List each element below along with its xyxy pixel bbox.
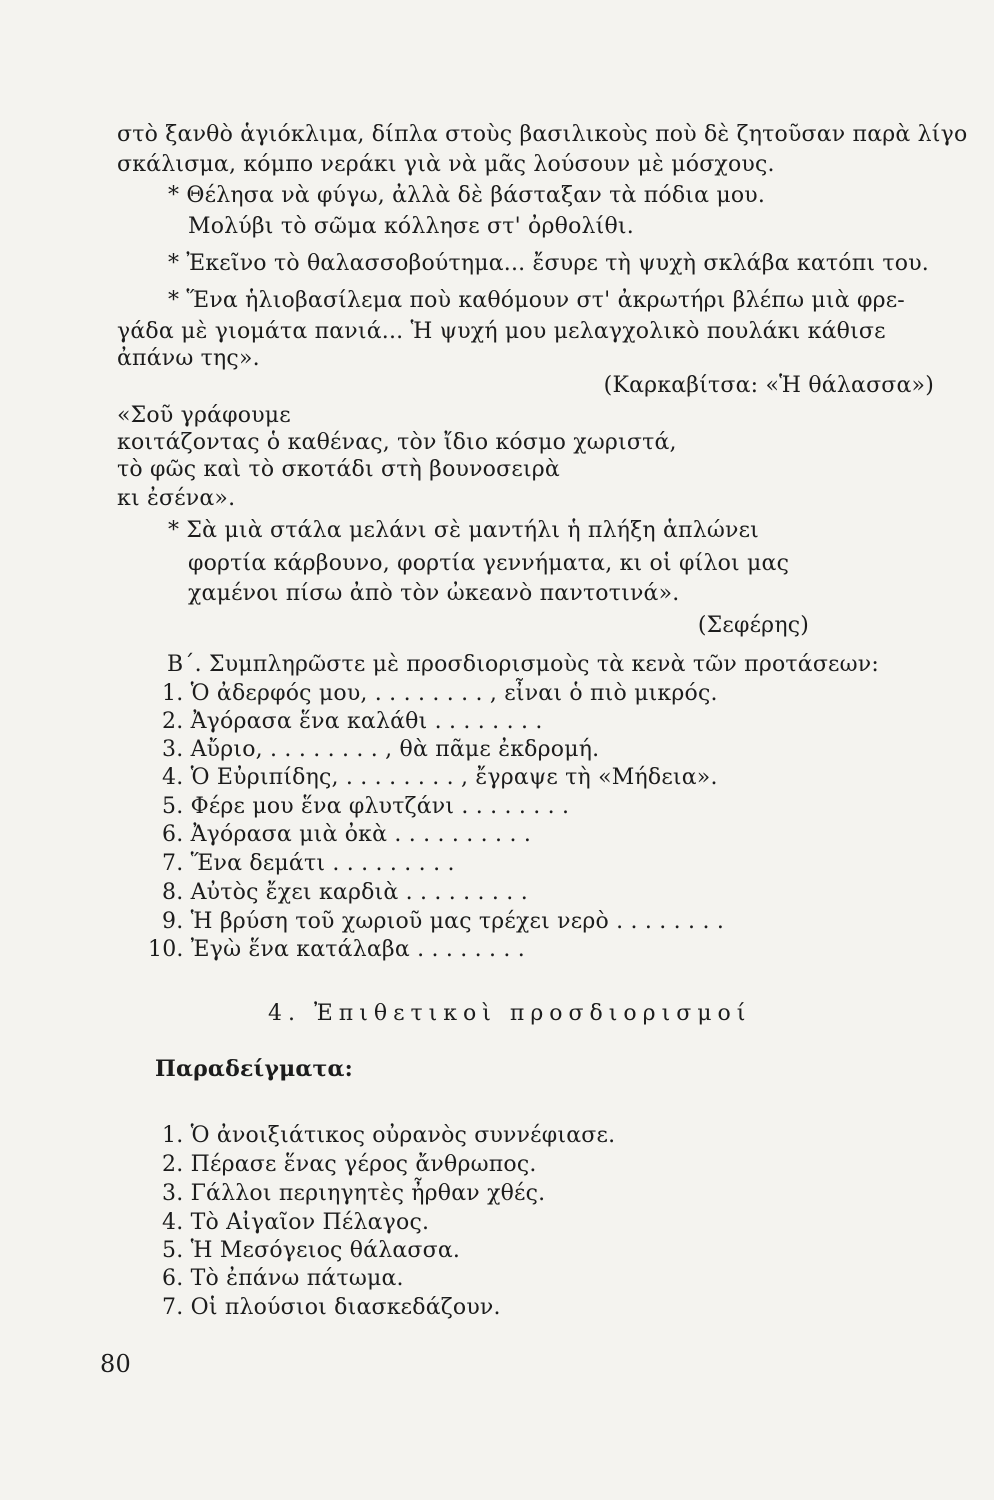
- item-num: 2.: [162, 1152, 184, 1177]
- example-item-5: [162, 1237, 460, 1265]
- item-text: Ὁ ἀνοιξιάτικος οὐρανὸς συννέφιασε.: [190, 1123, 616, 1148]
- item-text: Ὁ Εὐριπίδης, . . . . . . . . , ἔγραψε τὴ «Μήδεια».: [190, 765, 718, 790]
- item-text: Ἀγόρασα μιὰ ὀκὰ . . . . . . . . . .: [190, 822, 532, 847]
- example-item-1: [162, 1122, 615, 1150]
- example-item-3: [162, 1180, 545, 1208]
- item-text: Ἡ Μεσόγειος θάλασσα.: [190, 1238, 461, 1263]
- poem2-line-3: χαμένοι πίσω ἀπὸ τὸν ὠκεανὸ παντοτινά».: [188, 581, 680, 606]
- item-num: 7.: [162, 851, 184, 876]
- exercise-b-item-2: [162, 708, 543, 736]
- source-karkavitsas: (Καρκαβίτσα: «Ἡ θάλασσα»): [603, 373, 934, 398]
- examples-label: Παραδείγματα:: [155, 1056, 353, 1082]
- example-item-2: [162, 1151, 537, 1179]
- item-num: 3.: [162, 1181, 184, 1206]
- prose-line-1: στὸ ξανθὸ ἁγιόκλιμα, δίπλα στοὺς βασιλικοὺς ποὺ δὲ ζητοῦσαν παρὰ λίγο: [117, 122, 968, 147]
- item-text: Αὔριο, . . . . . . . . , θὰ πᾶμε ἐκδρομή.: [190, 737, 600, 762]
- exercise-b-item-10: [148, 936, 525, 964]
- item-num: 1.: [162, 1123, 184, 1148]
- item-num: 10.: [148, 937, 184, 962]
- exercise-b-item-7: [162, 850, 455, 878]
- source-seferis: (Σεφέρης): [697, 613, 809, 638]
- item-text: Ὁ ἀδερφός μου, . . . . . . . . , εἶναι ὁ πιὸ μικρός.: [190, 681, 718, 706]
- section-4-title: 4. Ἐπιθετικοὶ προσδιορισμοί: [268, 1001, 752, 1026]
- exercise-b-heading: Β΄. Συμπληρῶστε μὲ προσδιορισμοὺς τὰ κενὰ τῶν προτάσεων:: [167, 652, 879, 677]
- item-num: 8.: [162, 880, 184, 905]
- item-num: 9.: [162, 909, 184, 934]
- poem2-line-1: * Σὰ μιὰ στάλα μελάνι σὲ μαντήλι ἡ πλήξη ἁπλώνει: [168, 518, 759, 543]
- verse1-line-1: * Θέλησα νὰ φύγω, ἀλλὰ δὲ βάσταξαν τὰ πόδια μου.: [168, 183, 766, 208]
- verse2-line: * Ἐκεῖνο τὸ θαλασσοβούτημα... ἔσυρε τὴ ψυχὴ σκλάβα κατόπι του.: [168, 251, 929, 276]
- poem2-line-2: φορτία κάρβουνο, φορτία γεννήματα, κι οἱ φίλοι μας: [188, 551, 790, 576]
- verse3-line-2: γάδα μὲ γιομάτα πανιά... Ἡ ψυχή μου μελαγχολικὸ πουλάκι κάθισε: [117, 319, 886, 344]
- verse3-line-1: * Ἕνα ἡλιοβασίλεμα ποὺ καθόμουν στ' ἀκρωτήρι βλέπω μιὰ φρε-: [168, 288, 905, 313]
- item-text: Ἀγόρασα ἕνα καλάθι . . . . . . . .: [190, 709, 543, 734]
- item-text: Οἱ πλούσιοι διασκεδάζουν.: [190, 1295, 501, 1320]
- verse3-line-3: ἀπάνω της».: [117, 346, 260, 371]
- poem-line-1: «Σοῦ γράφουμε: [117, 403, 291, 428]
- exercise-b-item-3: [162, 736, 599, 764]
- page-number: 80: [100, 1350, 131, 1378]
- exercise-b-item-8: [162, 879, 528, 907]
- example-item-7: [162, 1294, 501, 1322]
- item-num: 3.: [162, 737, 184, 762]
- exercise-b-item-4: [162, 764, 718, 792]
- prose-line-2: σκάλισμα, κόμπο νεράκι γιὰ νὰ μᾶς λούσουν μὲ μόσχους.: [117, 152, 775, 177]
- item-text: Ἡ βρύση τοῦ χωριοῦ μας τρέχει νερὸ . . . . . . . .: [190, 909, 725, 934]
- item-text: Ἕνα δεμάτι . . . . . . . . .: [190, 851, 455, 876]
- item-num: 7.: [162, 1295, 184, 1320]
- exercise-b-item-6: [162, 821, 531, 849]
- item-num: 5.: [162, 1238, 184, 1263]
- exercise-b-item-1: [162, 680, 718, 708]
- item-num: 4.: [162, 1210, 184, 1235]
- item-num: 1.: [162, 681, 184, 706]
- item-text: Φέρε μου ἕνα φλυτζάνι . . . . . . . .: [190, 794, 570, 819]
- item-text: Τὸ Αἰγαῖον Πέλαγος.: [190, 1210, 430, 1235]
- item-num: 6.: [162, 822, 184, 847]
- example-item-4: [162, 1209, 429, 1237]
- item-num: 4.: [162, 765, 184, 790]
- item-num: 5.: [162, 794, 184, 819]
- item-text: Ἐγὼ ἕνα κατάλαβα . . . . . . . .: [190, 937, 525, 962]
- verse1-line-2: Μολύβι τὸ σῶμα κόλλησε στ' ὀρθολίθι.: [188, 214, 634, 239]
- item-num: 2.: [162, 709, 184, 734]
- example-item-6: [162, 1265, 404, 1293]
- item-num: 6.: [162, 1266, 184, 1291]
- exercise-b-item-5: [162, 793, 569, 821]
- poem-line-2: κοιτάζοντας ὁ καθένας, τὸν ἴδιο κόσμο χωριστά,: [117, 430, 677, 455]
- poem-line-3: τὸ φῶς καὶ τὸ σκοτάδι στὴ βουνοσειρὰ: [117, 457, 560, 482]
- item-text: Γάλλοι περιηγητὲς ἦρθαν χθές.: [190, 1181, 546, 1206]
- exercise-b-item-9: [162, 908, 724, 936]
- item-text: Πέρασε ἕνας γέρος ἄνθρωπος.: [190, 1152, 537, 1177]
- item-text: Αὐτὸς ἔχει καρδιὰ . . . . . . . . .: [190, 880, 528, 905]
- item-text: Τὸ ἐπάνω πάτωμα.: [190, 1266, 404, 1291]
- poem-line-4: κι ἐσένα».: [117, 486, 236, 511]
